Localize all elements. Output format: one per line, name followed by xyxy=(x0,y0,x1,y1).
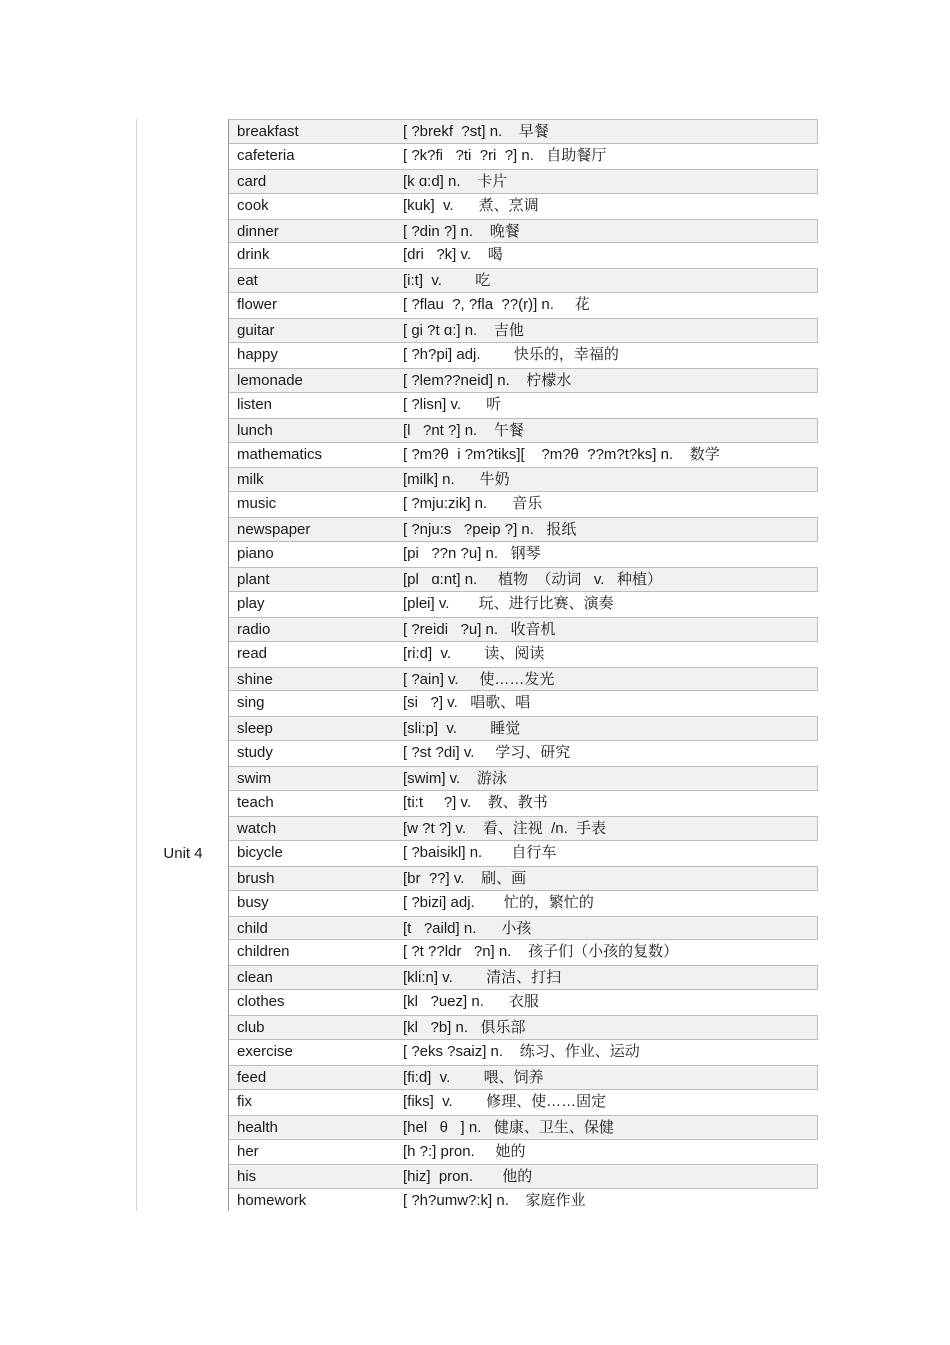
vocab-row xyxy=(229,940,818,965)
vocab-word: lemonade xyxy=(237,371,303,389)
vocab-definition: [kuk] v. 煮、烹调 xyxy=(403,196,539,214)
vocab-definition: [ ?k?fi ?ti ?ri ?] n. 自助餐厅 xyxy=(403,146,607,164)
vocab-row xyxy=(229,418,818,443)
vocab-definition: [ ?baisikl] n. 自行车 xyxy=(403,843,557,861)
vocab-definition: [swim] v. 游泳 xyxy=(403,770,507,788)
vocab-row xyxy=(229,766,818,791)
vocab-definition: [sli:p] v. 睡觉 xyxy=(403,720,521,738)
vocab-word: listen xyxy=(237,395,273,413)
vocab-row xyxy=(229,144,818,169)
vocab-definition: [dri ?k] v. 喝 xyxy=(403,246,503,264)
vocab-definition: [ ?h?pi] adj. 快乐的，幸福的 xyxy=(403,346,619,364)
vocab-definition: [ri:d] v. 读、阅读 xyxy=(403,644,545,662)
vocab-word: club xyxy=(237,1019,265,1037)
vocab-word: bicycle xyxy=(237,843,283,861)
vocab-row xyxy=(229,343,818,368)
vocab-row xyxy=(229,1140,818,1165)
vocab-definition: [pl ɑ:nt] n. 植物 （动词 v. 种植） xyxy=(403,571,662,589)
vocab-definition: [ ?ain] v. 使……发光 xyxy=(403,670,555,688)
vocab-word: guitar xyxy=(237,322,275,340)
vocab-word: piano xyxy=(237,545,274,563)
vocab-word: flower xyxy=(237,296,278,314)
vocab-row xyxy=(229,791,818,816)
vocab-definition: [ ?h?umw?:k] n. 家庭作业 xyxy=(403,1192,586,1210)
vocab-word: her xyxy=(237,1142,259,1160)
vocab-word: drink xyxy=(237,246,270,264)
vocab-definition: [hel θ ] n. 健康、卫生、保健 xyxy=(403,1118,614,1136)
vocab-definition: [l ?nt ?] n. 午餐 xyxy=(403,421,524,439)
vocab-row xyxy=(229,268,818,293)
vocab-word: card xyxy=(237,172,267,190)
vocab-definition: [ ?brekf ?st] n. 早餐 xyxy=(403,123,549,140)
vocab-word: swim xyxy=(237,770,272,788)
vocab-row xyxy=(229,990,818,1015)
vocab-word: children xyxy=(237,943,290,961)
vocab-word: fix xyxy=(237,1092,252,1110)
vocab-row xyxy=(229,1164,818,1189)
vocab-word: health xyxy=(237,1118,278,1136)
unit-label: Unit 4 xyxy=(163,845,203,862)
vocab-row xyxy=(229,617,818,642)
vocab-definition: [ ?lisn] v. 听 xyxy=(403,395,502,413)
vocab-word: cafeteria xyxy=(237,146,295,164)
vocab-row xyxy=(229,368,818,393)
vocab-word: play xyxy=(237,594,265,612)
vocab-row xyxy=(229,492,818,517)
vocab-row xyxy=(229,1189,818,1214)
vocab-word: clean xyxy=(237,969,273,987)
vocab-definition: [hiz] pron. 他的 xyxy=(403,1168,533,1186)
vocab-definition: [ ?st ?di] v. 学习、研究 xyxy=(403,744,571,762)
vocab-row xyxy=(229,741,818,766)
vocab-definition: [ ?reidi ?u] n. 收音机 xyxy=(403,620,556,638)
vocab-row xyxy=(229,567,818,592)
vocab-row xyxy=(229,1115,818,1140)
vocab-word: lunch xyxy=(237,421,273,439)
unit-column xyxy=(136,119,229,1211)
vocab-word: feed xyxy=(237,1068,267,1086)
vocab-word: watch xyxy=(237,819,277,837)
vocab-definition: [milk] n. 牛奶 xyxy=(403,471,510,489)
vocab-definition: [pi ??n ?u] n. 钢琴 xyxy=(403,545,541,563)
vocab-word: happy xyxy=(237,346,278,364)
vocab-row xyxy=(229,1090,818,1115)
vocab-word: read xyxy=(237,644,268,662)
vocab-definition: [kli:n] v. 清洁、打扫 xyxy=(403,969,562,987)
vocab-row xyxy=(229,194,818,219)
vocab-definition: [ ?eks ?saiz] n. 练习、作业、运动 xyxy=(403,1042,640,1060)
vocab-definition: [plei] v. 玩、进行比赛、演奏 xyxy=(403,594,614,612)
vocab-row xyxy=(229,318,818,343)
vocab-row xyxy=(229,691,818,716)
vocab-definition: [w ?t ?] v. 看、注视 /n. 手表 xyxy=(403,819,607,837)
vocab-row xyxy=(229,642,818,667)
vocab-row xyxy=(229,841,818,866)
vocab-row xyxy=(229,542,818,567)
vocab-row xyxy=(229,667,818,692)
vocab-word: sing xyxy=(237,694,265,712)
vocab-definition: [i:t] v. 吃 xyxy=(403,272,491,290)
vocab-definition: [kl ?uez] n. 衣服 xyxy=(403,993,539,1011)
vocab-row xyxy=(229,1015,818,1040)
vocab-row xyxy=(229,716,818,741)
vocab-definition: [ gi ?t ɑ:] n. 吉他 xyxy=(403,322,524,340)
vocab-row xyxy=(229,393,818,418)
vocab-definition: [ ?bizi] adj. 忙的，繁忙的 xyxy=(403,893,594,911)
vocab-row xyxy=(229,243,818,268)
vocab-word: eat xyxy=(237,272,258,290)
vocab-row xyxy=(229,443,818,468)
vocab-definition: [br ??] v. 刷、画 xyxy=(403,869,527,887)
vocab-definition: [ ?t ??ldr ?n] n. 孩子们（小孩的复数） xyxy=(403,943,679,961)
vocab-row xyxy=(229,1040,818,1065)
vocab-word: sleep xyxy=(237,720,273,738)
vocab-definition: [ ?m?θ i ?m?tiks][ ?m?θ ??m?t?ks] n. 数学 xyxy=(403,445,720,463)
vocab-definition: [h ?:] pron. 她的 xyxy=(403,1142,526,1160)
vocab-word: his xyxy=(237,1168,257,1186)
vocab-word: teach xyxy=(237,794,274,812)
vocab-row xyxy=(229,517,818,542)
vocab-word: dinner xyxy=(237,222,279,240)
vocab-word: radio xyxy=(237,620,271,638)
vocab-word: homework xyxy=(237,1192,307,1210)
vocab-word: child xyxy=(237,919,268,937)
vocab-word: music xyxy=(237,495,277,513)
vocab-word: study xyxy=(237,744,273,762)
vocab-definition: [t ?aild] n. 小孩 xyxy=(403,919,532,937)
vocab-row xyxy=(229,169,818,194)
vocab-word: plant xyxy=(237,571,270,589)
vocab-word: newspaper xyxy=(237,521,311,539)
vocab-word: brush xyxy=(237,869,275,887)
vocab-definition: [ ?lem??neid] n. 柠檬水 xyxy=(403,371,572,389)
vocab-word: shine xyxy=(237,670,273,688)
vocab-row xyxy=(229,891,818,916)
vocab-word: breakfast xyxy=(237,123,299,140)
vocab-row xyxy=(229,866,818,891)
vocab-word: mathematics xyxy=(237,445,323,463)
vocab-definition: [ ?nju:s ?peip ?] n. 报纸 xyxy=(403,521,577,539)
vocab-definition: [ ?mju:zik] n. 音乐 xyxy=(403,495,543,513)
vocab-row xyxy=(229,219,818,244)
vocab-row xyxy=(229,293,818,318)
vocab-definition: [ti:t ?] v. 教、教书 xyxy=(403,794,548,812)
vocab-row xyxy=(229,592,818,617)
vocabulary-rows xyxy=(229,119,818,1214)
vocab-definition: [ ?flau ?, ?fla ??(r)] n. 花 xyxy=(403,296,590,314)
vocab-row xyxy=(229,1065,818,1090)
vocab-word: cook xyxy=(237,196,269,214)
vocab-word: clothes xyxy=(237,993,285,1011)
vocab-word: busy xyxy=(237,893,269,911)
vocab-row xyxy=(229,816,818,841)
vocab-definition: [kl ?b] n. 俱乐部 xyxy=(403,1019,526,1037)
vocab-row xyxy=(229,467,818,492)
vocab-definition: [fi:d] v. 喂、饲养 xyxy=(403,1068,544,1086)
vocab-row xyxy=(229,119,818,144)
vocab-definition: [fiks] v. 修理、使……固定 xyxy=(403,1092,607,1110)
vocab-row xyxy=(229,965,818,990)
vocab-definition: [ ?din ?] n. 晚餐 xyxy=(403,222,520,240)
vocab-row xyxy=(229,916,818,941)
vocab-definition: [si ?] v. 唱歌、唱 xyxy=(403,694,531,712)
vocabulary-table xyxy=(136,119,818,1211)
vocab-word: exercise xyxy=(237,1042,293,1060)
vocab-definition: [k ɑ:d] n. 卡片 xyxy=(403,172,508,190)
vocab-word: milk xyxy=(237,471,264,489)
